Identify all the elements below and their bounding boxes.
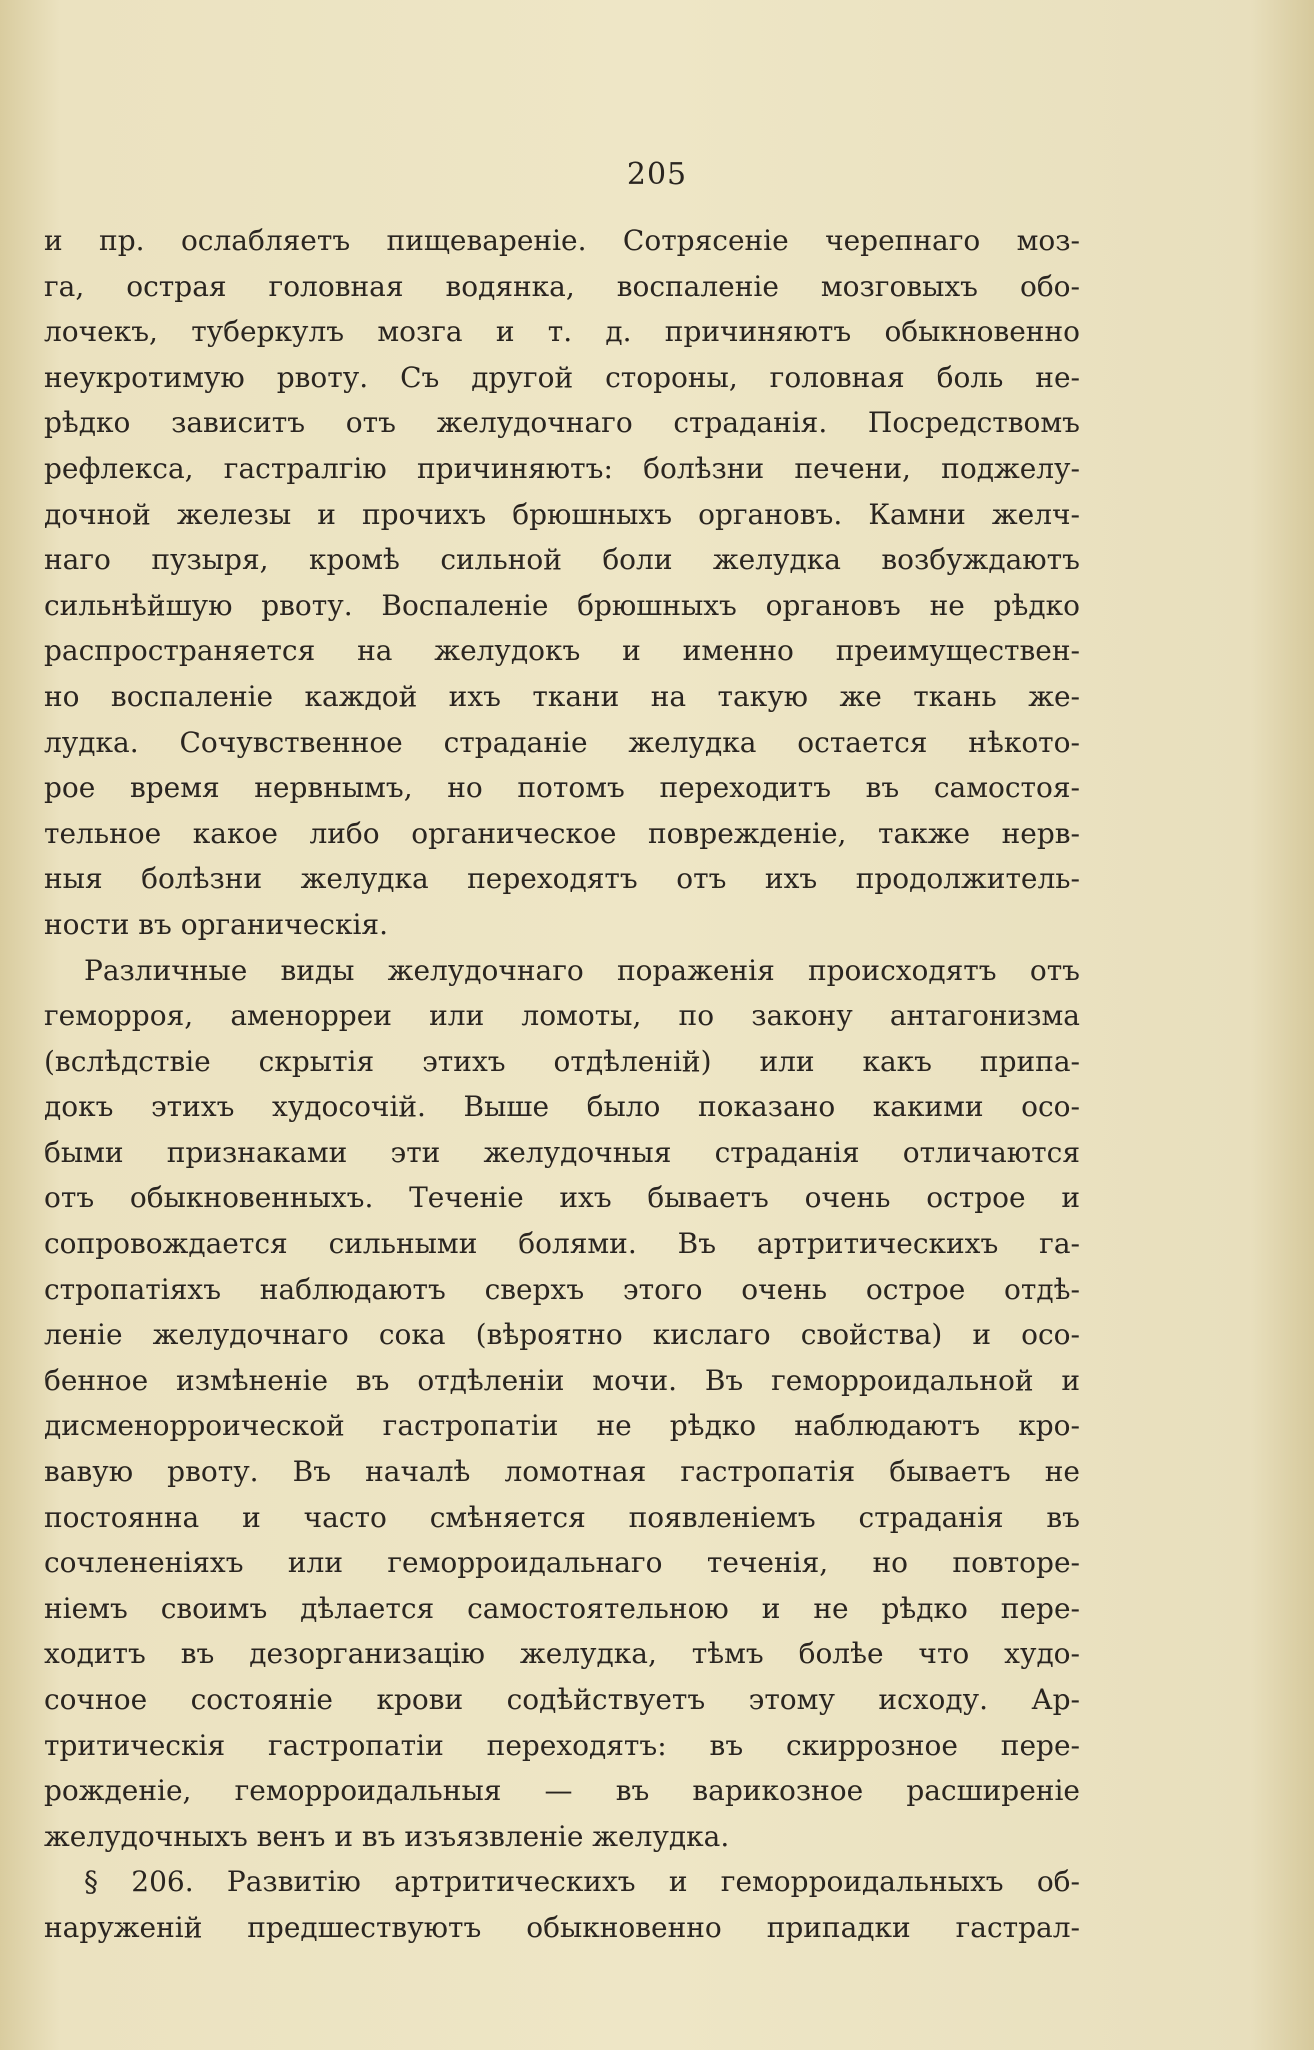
text-line: бенное измѣненіе въ отдѣленіи мочи. Въ геморроидальной и [44, 1363, 1080, 1397]
text-line: постоянна и часто смѣняется появленіемъ страданія въ [44, 1500, 1080, 1534]
text-line: ніемъ своимъ дѣлается самостоятельною и не рѣдко пере- [44, 1591, 1080, 1625]
text-line: лудка. Сочувственное страданіе желудка остается нѣкото- [44, 725, 1080, 759]
text-line: Различные виды желудочнаго пораженія происходятъ отъ [84, 953, 1080, 987]
text-line: неукротимую рвоту. Съ другой стороны, головная боль не- [44, 360, 1080, 394]
paragraph [44, 218, 1080, 948]
text-line: ныя болѣзни желудка переходятъ отъ ихъ продолжитель- [44, 862, 1080, 896]
text-line: желудочныхъ венъ и въ изъязвленіе желудка. [44, 1819, 730, 1853]
text-line: тритическія гастропатіи переходятъ: въ скиррозное пере- [44, 1728, 1080, 1762]
text-line: геморроя, аменорреи или ломоты, по закону антагонизма [44, 999, 1080, 1033]
text-line: наруженій предшествуютъ обыкновенно припадки гастрал- [44, 1910, 1080, 1944]
text-line: лочекъ, туберкулъ мозга и т. д. причиняютъ обыкновенно [44, 315, 1080, 349]
text-line: рожденіе, геморроидальныя — въ варикозное расширеніе [44, 1774, 1080, 1808]
text-line: дочной железы и прочихъ брюшныхъ органовъ. Камни желч- [44, 497, 1080, 531]
text-line: рѣдко зависитъ отъ желудочнаго страданія. Посредствомъ [44, 406, 1080, 440]
body-text [44, 218, 1080, 1951]
text-line: распространяется на желудокъ и именно преимуществен- [44, 634, 1080, 668]
text-line: леніе желудочнаго сока (вѣроятно кислаго свойства) и осо- [44, 1318, 1080, 1352]
paragraph [44, 948, 1080, 1860]
text-line: рефлекса, гастралгію причиняютъ: болѣзни печени, поджелу- [44, 451, 1080, 485]
text-line: докъ этихъ худосочій. Выше было показано какими осо- [44, 1090, 1080, 1124]
text-line: сочное состояніе крови содѣйствуетъ этому исходу. Ар- [44, 1683, 1080, 1716]
text-line: дисменорроической гастропатіи не рѣдко наблюдаютъ кро- [44, 1409, 1080, 1443]
text-line: ходитъ въ дезорганизацію желудка, тѣмъ болѣе что худо- [44, 1637, 1080, 1671]
page-number: 205 [626, 157, 688, 192]
text-line: наго пузыря, кромѣ сильной боли желудка возбуждаютъ [44, 543, 1080, 577]
text-line: отъ обыкновенныхъ. Теченіе ихъ бываетъ очень острое и [44, 1181, 1080, 1215]
text-line: и пр. ослабляетъ пищевареніе. Сотрясеніе черепнаго моз- [44, 224, 1080, 257]
text-line: сопровождается сильными болями. Въ артритическихъ га- [44, 1227, 1080, 1261]
paragraph [44, 1859, 1080, 1950]
text-line: сочлененіяхъ или геморроидальнаго теченія, но повторе- [44, 1546, 1080, 1580]
text-line: быми признаками эти желудочныя страданія отличаются [44, 1135, 1080, 1169]
text-line: га, острая головная водянка, воспаленіе мозговыхъ обо- [44, 269, 1080, 303]
text-line: стропатіяхъ наблюдаютъ сверхъ этого очень острое отдѣ- [44, 1272, 1080, 1306]
text-line: (вслѣдствіе скрытія этихъ отдѣленій) или какъ припа- [44, 1044, 1080, 1078]
text-line: ности въ органическія. [44, 907, 388, 941]
text-line: тельное какое либо органическое поврежденіе, также нерв- [44, 816, 1080, 850]
text-line: § 206. Развитію артритическихъ и геморроидальныхъ об- [84, 1865, 1080, 1899]
text-line: но воспаленіе каждой ихъ ткани на такую же ткань же- [44, 679, 1080, 713]
text-line: вавую рвоту. Въ началѣ ломотная гастропатія бываетъ не [44, 1455, 1080, 1489]
text-line: сильнѣйшую рвоту. Воспаленіе брюшныхъ органовъ не рѣдко [44, 588, 1080, 622]
text-line: рое время нервнымъ, но потомъ переходитъ въ самостоя- [44, 771, 1080, 805]
